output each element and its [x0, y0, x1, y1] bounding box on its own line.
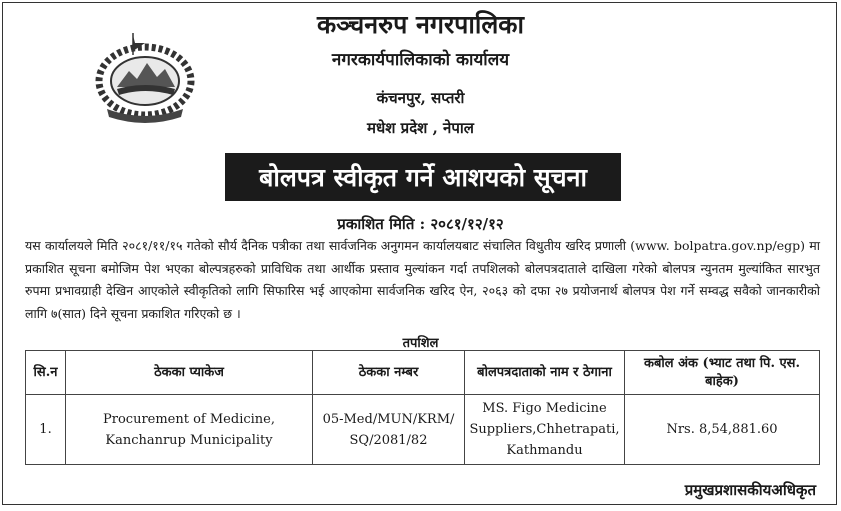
- signer-title: प्रमुखप्रशासकीयअधिकृत: [684, 481, 816, 499]
- table-caption: तपशिल: [402, 336, 439, 351]
- notice-body: यस कार्यालयले मिति २०८१/११/१५ गतेको सौर्य दैनिक पत्रीका तथा सार्वजनिक अनुगमन कार्यालयबाट संचालित विधुतीय खरिद प्रणाली (www. bolpatra.gov.np/egp) मा प्रकाशित सूचना बमोजिम पेश भएका बोल्पत्रहरुको प्राविधिक तथा आर्थीक प्रस्ताव मुल्यांकन गर्दा तपशिलको बोलपत्रदाताले दाखिला गरेको बोलपत्र न्युनतम मुल्यांकित सारभुत रुपमा प्रभावग्राही देखिन आएकोले स्वीकृतिको लागि सिफारिस भई आएकोमा सार्वजनिक खरिद ऐन, २०६३ को दफा २७ प्रयोजनार्थ बोलपत्र पेश गर्ने सम्वद्ध सवैको जानकारीको लागि ७(सात) दिने सूचना प्रकाशित गरिएको छ ।: [25, 238, 820, 321]
- nepal-emblem-logo: [93, 31, 197, 123]
- header-package: ठेकका प्याकेज: [66, 351, 313, 395]
- office-name: नगरकार्यपालिकाको कार्यालय: [331, 50, 510, 70]
- notice-title: बोलपत्र स्वीकृत गर्ने आशयको सूचना: [225, 153, 621, 201]
- notice-page: [2, 2, 837, 505]
- header-amount: कबोल अंक (भ्याट तथा पि. एस. बाहेक): [625, 351, 820, 395]
- table-row: [26, 395, 820, 465]
- header-sn: सि.न: [26, 351, 66, 395]
- office-location: कंचनपुर, सप्तरी: [376, 89, 465, 107]
- cell-amount: Nrs. 8,54,881.60: [625, 395, 820, 465]
- header-bidder: बोलपत्रदाताको नाम र ठेगाना: [465, 351, 625, 395]
- municipality-name: कञ्चनरुप नगरपालिका: [317, 10, 524, 39]
- table-header-row: [26, 351, 820, 395]
- publish-date: प्रकाशित मिति : २०८१/१२/१२: [337, 215, 504, 233]
- province-country: मधेश प्रदेश , नेपाल: [367, 119, 474, 137]
- header-contract-no: ठेकका नम्बर: [313, 351, 465, 395]
- cell-contract-no: 05-Med/MUN/KRM/ SQ/2081/82: [313, 395, 465, 465]
- cell-sn: 1.: [26, 395, 66, 465]
- cell-bidder: MS. Figo Medicine Suppliers,Chhetrapati, Kathmandu: [465, 395, 625, 465]
- bid-details-table: [25, 350, 820, 465]
- cell-package: Procurement of Medicine, Kanchanrup Municipality: [66, 395, 313, 465]
